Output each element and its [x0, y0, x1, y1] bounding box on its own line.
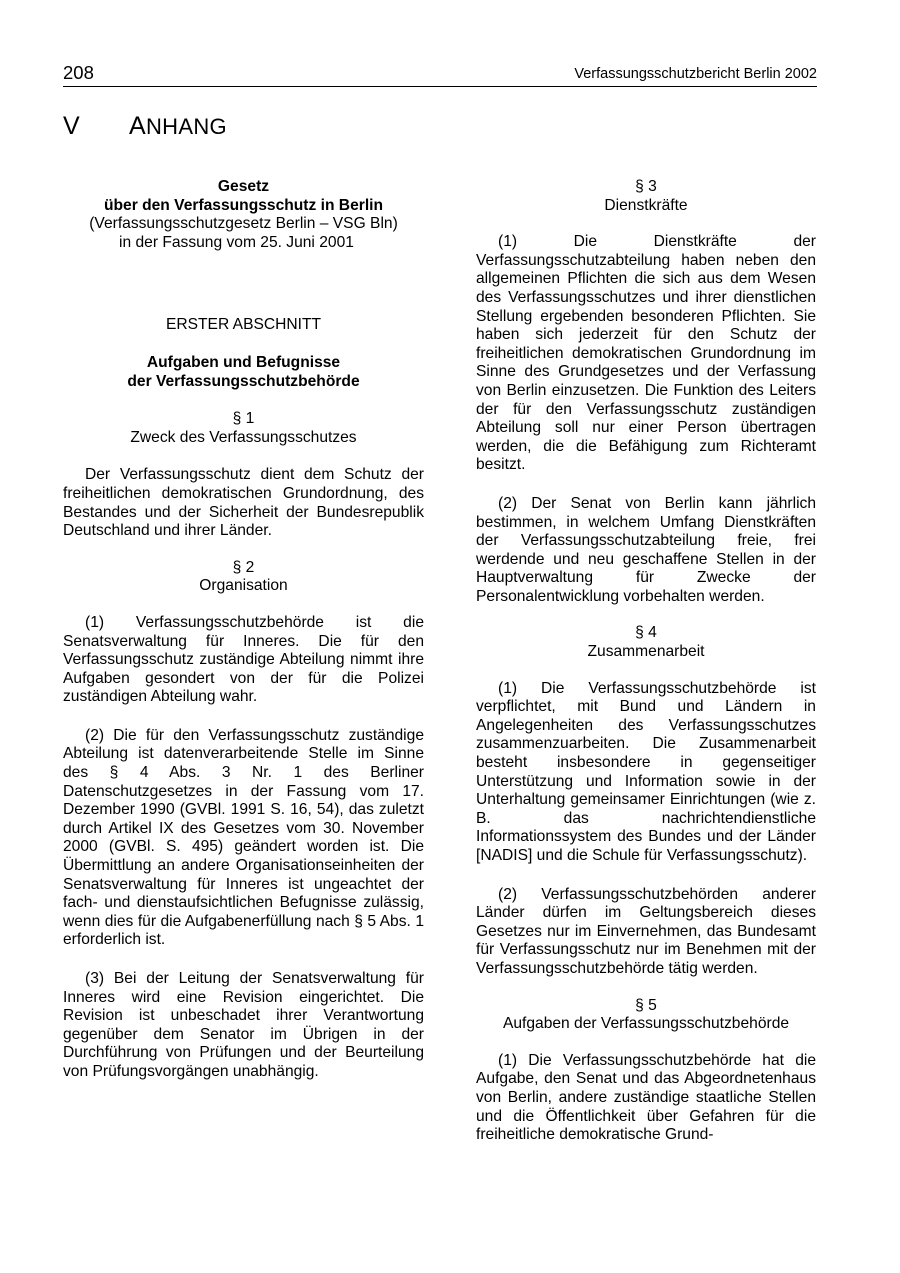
- section-3-paragraph-2: (2) Der Senat von Berlin kann jährlich bestimmen, in welchem Umfang Dienstkräften der Verfassungsschutzabteilung freie, frei werdende und neu geschaffene Stellen in der Hauptverwaltung für Zwecke der Personalentwicklung vorbehalten werden.: [476, 494, 816, 605]
- law-title-line1: Gesetz: [217, 178, 270, 195]
- section-2-number: § 2: [232, 558, 255, 576]
- section-3-number: § 3: [635, 178, 657, 195]
- page-header: [63, 58, 817, 87]
- part-title-line2: der Verfassungsschutzbehörde: [127, 372, 360, 390]
- section-3-title: Dienstkräfte: [604, 196, 688, 214]
- section-2-title: Organisation: [199, 577, 288, 595]
- chapter-heading: [63, 112, 227, 141]
- section-4-paragraph-1: (1) Die Verfassungsschutzbehörde ist verpflichtet, mit Bund und Ländern in Angelegenheiten des Verfassungsschutzes zusammenzuarbeiten. Die Zusammenarbeit besteht insbesondere in gegenseitiger Unterstützung und Information sowie in der Unterhaltung gemeinsamer Einrichtungen (wie z. B. das nachrichtendienstliche Informationssystem des Bundes und der Länder [NADIS] und die Schule für Verfassungsschutz).: [476, 679, 816, 864]
- law-subtitle-line1: (Verfassungsschutzgesetz Berlin – VSG Bln): [89, 215, 398, 233]
- section-3-paragraph-1: (1) Die Dienstkräfte der Verfassungsschutzabteilung haben neben den allgemeinen Pflichten die sich aus dem Wesen des Verfassungsschutzes und ihrer dienstlichen Stellung ergebenden besonderen Pflichten. Sie haben sich jederzeit für den Schutz der freiheitlichen demokratischen Grundordnung im Sinne des Grundgesetzes und der Verfassung von Berlin einzusetzen. Die Funktion des Leiters der für den Verfassungsschutz zuständigen Abteilung soll nur einer Person übertragen werden, die die Befähigung zum Richteramt besitzt.: [476, 233, 816, 474]
- section-1-number: § 1: [232, 410, 255, 428]
- left-column: [63, 178, 424, 1082]
- section-5-number: § 5: [635, 996, 657, 1014]
- section-4-paragraph-2: (2) Verfassungsschutzbehörden anderer Länder dürfen im Geltungsbereich dieses Gesetzes nur im Einvernehmen, das Bundesamt für Verfassungsschutz nur im Benehmen mit der Verfassungsschutzbehörde tätig werden.: [476, 885, 816, 977]
- page-number: 208: [63, 62, 94, 83]
- chapter-title: [129, 114, 227, 139]
- section-2-paragraph-2: (2) Die für den Verfassungsschutz zuständige Abteilung ist datenverarbeitende Stelle im Sinne des § 4 Abs. 3 Nr. 1 des Berliner Datenschutzgesetzes in der Fassung vom 17. Dezember 1990 (GVBl. 1991 S. 16, 54), das zuletzt durch Artikel IX des Gesetzes vom 30. November 2000 (GVBl. S. 495) geändert worden ist. Die Übermittlung an andere Organisationseinheiten der Senatsverwaltung für Inneres ist ungeachtet der fach- und dienstaufsichtlichen Befugnisse zulässig, wenn dies für die Aufgabenerfüllung nach § 5 Abs. 1 erforderlich ist.: [63, 726, 424, 949]
- section-2-paragraph-1: (1) Verfassungsschutzbehörde ist die Senatsverwaltung für Inneres. Die für den Verfassungsschutz zuständige Abteilung nimmt ihre Aufgaben gesondert von der für die Polizei zuständigen Abteilung wahr.: [63, 613, 424, 706]
- chapter-title-initial: A: [129, 112, 146, 140]
- chapter-title-rest: NHANG: [145, 114, 227, 139]
- running-title: Verfassungsschutzbericht Berlin 2002: [574, 66, 817, 82]
- section-4-number: § 4: [635, 624, 657, 642]
- section-2-paragraph-3: (3) Bei der Leitung der Senatsverwaltung für Inneres wird eine Revision eingerichtet. Die Revision ist unbeschadet ihrer Verantwortung gegenüber dem Senator im Übrigen in der Durchführung von Prüfungen und der Beurteilung von Prüfungsvorgängen unabhängig.: [63, 970, 424, 1080]
- law-title-line2: über den Verfassungsschutz in Berlin: [103, 196, 384, 214]
- right-column: [476, 178, 816, 1145]
- section-1-title: Zweck des Verfassungsschutzes: [130, 428, 357, 446]
- section-4-title: Zusammenarbeit: [587, 643, 705, 661]
- section-5-paragraph-1: (1) Die Verfassungsschutzbehörde hat die Aufgabe, den Senat und das Abgeordnetenhaus von Berlin, andere zuständige staatliche Stellen und die Öffentlichkeit über Gefahren für die freiheitliche demokratische Grund-: [476, 1051, 816, 1144]
- law-subtitle-line2: in der Fassung vom 25. Juni 2001: [119, 233, 354, 251]
- section-5-title: Aufgaben der Verfassungsschutzbehörde: [502, 1015, 790, 1033]
- section-1-text: Der Verfassungsschutz dient dem Schutz der freiheitlichen demokratischen Grundordnung, des Bestandes und der Sicherheit der Bundesrepublik Deutschland und ihrer Länder.: [63, 466, 424, 540]
- chapter-number: V: [63, 112, 80, 140]
- part-heading: ERSTER ABSCHNITT: [165, 316, 322, 334]
- part-title-line1: Aufgaben und Befugnisse: [146, 353, 341, 371]
